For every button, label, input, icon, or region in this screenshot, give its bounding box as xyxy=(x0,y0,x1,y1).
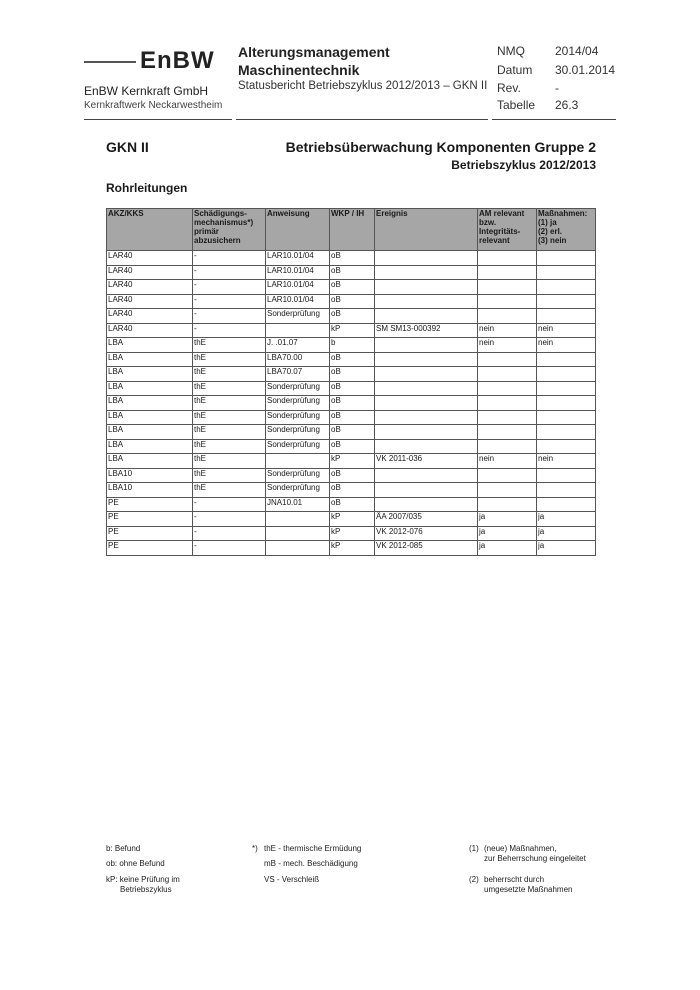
header-rule-middle xyxy=(236,119,488,120)
table-row xyxy=(107,381,596,396)
legend-measure-1: (neue) Maßnahmen, xyxy=(484,844,557,853)
cell-mechanism: - xyxy=(193,309,266,324)
cell-akz: LAR40 xyxy=(107,280,193,295)
cell-am-relevant xyxy=(478,294,537,309)
cell-instruction xyxy=(266,541,330,556)
cell-instruction: Sonderprüfung xyxy=(266,425,330,440)
cell-am-relevant xyxy=(478,425,537,440)
cell-event xyxy=(375,381,478,396)
cell-akz: LAR40 xyxy=(107,309,193,324)
cell-wkp: oB xyxy=(330,483,375,498)
cell-am-relevant xyxy=(478,265,537,280)
cell-measures xyxy=(537,265,596,280)
cell-am-relevant xyxy=(478,396,537,411)
cell-event xyxy=(375,410,478,425)
table-row xyxy=(107,280,596,295)
cell-am-relevant: ja xyxy=(478,512,537,527)
cell-akz: PE xyxy=(107,541,193,556)
cell-event: ÄA 2007/035 xyxy=(375,512,478,527)
cell-measures xyxy=(537,367,596,382)
cell-measures xyxy=(537,410,596,425)
col-header-mechanism: Schädigungs- mechanismus*) primär abzusichern xyxy=(193,209,266,251)
cell-measures: nein xyxy=(537,323,596,338)
legend-footnote-mark: *) xyxy=(252,844,258,853)
table-row xyxy=(107,410,596,425)
meta-value-rev: - xyxy=(555,81,559,95)
cell-am-relevant: nein xyxy=(478,338,537,353)
cell-akz: LAR40 xyxy=(107,323,193,338)
legend-the: thE - thermische Ermüdung xyxy=(264,844,362,853)
cell-measures: ja xyxy=(537,512,596,527)
cell-wkp: oB xyxy=(330,497,375,512)
cell-wkp: oB xyxy=(330,352,375,367)
cell-instruction: Sonderprüfung xyxy=(266,381,330,396)
cell-am-relevant xyxy=(478,367,537,382)
cell-wkp: kP xyxy=(330,454,375,469)
header-rule-left xyxy=(84,119,232,120)
cell-event xyxy=(375,468,478,483)
cell-mechanism: thE xyxy=(193,381,266,396)
cell-event xyxy=(375,497,478,512)
cell-instruction: JNA10.01 xyxy=(266,497,330,512)
table-row xyxy=(107,497,596,512)
cell-event xyxy=(375,425,478,440)
cell-akz: LBA xyxy=(107,425,193,440)
cell-am-relevant: nein xyxy=(478,323,537,338)
cell-measures xyxy=(537,497,596,512)
cell-mechanism: - xyxy=(193,541,266,556)
legend-mb: mB - mech. Beschädigung xyxy=(264,859,358,868)
cell-mechanism: thE xyxy=(193,483,266,498)
meta-label-rev: Rev. xyxy=(497,81,521,95)
cell-event xyxy=(375,309,478,324)
cell-event xyxy=(375,367,478,382)
cell-mechanism: thE xyxy=(193,338,266,353)
cell-wkp: oB xyxy=(330,439,375,454)
cell-wkp: b xyxy=(330,338,375,353)
meta-label-datum: Datum xyxy=(497,63,533,77)
meta-label-nmq: NMQ xyxy=(497,44,525,58)
component-table xyxy=(106,208,596,556)
cell-event xyxy=(375,280,478,295)
cell-akz: PE xyxy=(107,512,193,527)
doc-title-line2: Maschinentechnik xyxy=(238,62,360,78)
cell-wkp: oB xyxy=(330,468,375,483)
table-row xyxy=(107,454,596,469)
legend-measure-2-cont: umgesetzte Maßnahmen xyxy=(484,885,573,894)
cell-measures xyxy=(537,425,596,440)
cell-measures xyxy=(537,381,596,396)
cell-akz: PE xyxy=(107,497,193,512)
cell-akz: LBA10 xyxy=(107,483,193,498)
cell-wkp: kP xyxy=(330,323,375,338)
cell-wkp: oB xyxy=(330,396,375,411)
cell-measures: nein xyxy=(537,454,596,469)
table-row xyxy=(107,396,596,411)
cell-instruction: LAR10.01/04 xyxy=(266,280,330,295)
cell-akz: LAR40 xyxy=(107,294,193,309)
cell-event: VK 2012-076 xyxy=(375,526,478,541)
cell-measures xyxy=(537,294,596,309)
cell-instruction: LBA70.00 xyxy=(266,352,330,367)
cell-wkp: oB xyxy=(330,280,375,295)
cell-mechanism: thE xyxy=(193,367,266,382)
cell-event xyxy=(375,439,478,454)
col-header-wkp: WKP / IH xyxy=(330,209,375,251)
meta-value-datum: 30.01.2014 xyxy=(555,63,616,77)
doc-title-line1: Alterungsmanagement xyxy=(238,44,390,60)
cell-measures xyxy=(537,309,596,324)
cell-akz: LBA xyxy=(107,367,193,382)
section-subtitle: Rohrleitungen xyxy=(106,181,188,195)
cell-am-relevant xyxy=(478,410,537,425)
header-rule-right xyxy=(492,119,616,120)
cell-measures: ja xyxy=(537,526,596,541)
meta-value-tabelle: 26.3 xyxy=(555,98,579,112)
cell-am-relevant xyxy=(478,468,537,483)
cell-mechanism: - xyxy=(193,526,266,541)
cell-mechanism: thE xyxy=(193,352,266,367)
cell-akz: LBA xyxy=(107,381,193,396)
cell-mechanism: thE xyxy=(193,410,266,425)
cell-akz: LAR40 xyxy=(107,251,193,266)
cell-am-relevant xyxy=(478,352,537,367)
col-header-measures: Maßnahmen: (1) ja (2) erl. (3) nein xyxy=(537,209,596,251)
section-cycle: Betriebszyklus 2012/2013 xyxy=(451,158,596,172)
cell-event: VK 2012-085 xyxy=(375,541,478,556)
legend-b: b: Befund xyxy=(106,844,141,853)
table-row xyxy=(107,541,596,556)
cell-am-relevant: ja xyxy=(478,541,537,556)
cell-akz: LBA xyxy=(107,352,193,367)
cell-instruction: J. .01.07 xyxy=(266,338,330,353)
table-row xyxy=(107,338,596,353)
cell-instruction xyxy=(266,454,330,469)
cell-am-relevant xyxy=(478,439,537,454)
cell-event xyxy=(375,396,478,411)
cell-instruction: LAR10.01/04 xyxy=(266,251,330,266)
cell-measures xyxy=(537,439,596,454)
col-header-akz: AKZ/KKS xyxy=(107,209,193,251)
company-name: EnBW Kernkraft GmbH xyxy=(84,84,209,98)
cell-akz: PE xyxy=(107,526,193,541)
table-row xyxy=(107,468,596,483)
meta-value-nmq: 2014/04 xyxy=(555,44,599,58)
cell-instruction xyxy=(266,512,330,527)
cell-am-relevant xyxy=(478,381,537,396)
cell-wkp: kP xyxy=(330,541,375,556)
meta-label-tabelle: Tabelle xyxy=(497,98,536,112)
cell-wkp: oB xyxy=(330,381,375,396)
cell-mechanism: thE xyxy=(193,439,266,454)
cell-measures xyxy=(537,280,596,295)
legend-kp: kP: keine Prüfung im xyxy=(106,875,180,884)
col-header-am-relevant: AM relevant bzw. Integritäts- relevant xyxy=(478,209,537,251)
cell-am-relevant xyxy=(478,497,537,512)
cell-instruction: LAR10.01/04 xyxy=(266,294,330,309)
legend-num-2: (2) xyxy=(469,875,479,884)
cell-wkp: oB xyxy=(330,294,375,309)
cell-event xyxy=(375,265,478,280)
cell-mechanism: - xyxy=(193,512,266,527)
cell-instruction: Sonderprüfung xyxy=(266,483,330,498)
legend-vs: VS - Verschleiß xyxy=(264,875,320,884)
cell-am-relevant xyxy=(478,251,537,266)
cell-instruction xyxy=(266,323,330,338)
cell-mechanism: thE xyxy=(193,396,266,411)
cell-event xyxy=(375,483,478,498)
cell-mechanism: thE xyxy=(193,425,266,440)
cell-wkp: kP xyxy=(330,512,375,527)
cell-mechanism: - xyxy=(193,251,266,266)
plant-label: GKN II xyxy=(106,139,149,155)
table-row xyxy=(107,294,596,309)
col-header-event: Ereignis xyxy=(375,209,478,251)
cell-am-relevant xyxy=(478,309,537,324)
table-row xyxy=(107,483,596,498)
cell-akz: LBA xyxy=(107,396,193,411)
cell-measures xyxy=(537,483,596,498)
cell-measures xyxy=(537,352,596,367)
cell-mechanism: - xyxy=(193,323,266,338)
cell-mechanism: thE xyxy=(193,454,266,469)
doc-subtitle: Statusbericht Betriebszyklus 2012/2013 – GKN II xyxy=(238,80,488,92)
table-row xyxy=(107,367,596,382)
cell-mechanism: - xyxy=(193,497,266,512)
logo-line xyxy=(84,61,136,63)
cell-event: VK 2011-036 xyxy=(375,454,478,469)
legend-num-1: (1) xyxy=(469,844,479,853)
cell-measures: nein xyxy=(537,338,596,353)
cell-wkp: kP xyxy=(330,526,375,541)
table-row xyxy=(107,265,596,280)
table-row xyxy=(107,425,596,440)
company-logo: EnBW xyxy=(140,47,215,74)
cell-am-relevant: ja xyxy=(478,526,537,541)
table-row xyxy=(107,512,596,527)
col-header-instruction: Anweisung xyxy=(266,209,330,251)
cell-event xyxy=(375,352,478,367)
cell-akz: LBA10 xyxy=(107,468,193,483)
cell-am-relevant: nein xyxy=(478,454,537,469)
cell-event xyxy=(375,251,478,266)
cell-measures xyxy=(537,251,596,266)
section-title: Betriebsüberwachung Komponenten Gruppe 2 xyxy=(285,139,596,155)
cell-wkp: oB xyxy=(330,265,375,280)
cell-akz: LBA xyxy=(107,338,193,353)
cell-wkp: oB xyxy=(330,425,375,440)
cell-instruction: Sonderprüfung xyxy=(266,410,330,425)
legend-measure-2: beherrscht durch xyxy=(484,875,545,884)
cell-mechanism: - xyxy=(193,280,266,295)
table-row xyxy=(107,352,596,367)
cell-event xyxy=(375,338,478,353)
cell-akz: LAR40 xyxy=(107,265,193,280)
cell-wkp: oB xyxy=(330,309,375,324)
cell-instruction: Sonderprüfung xyxy=(266,468,330,483)
cell-mechanism: thE xyxy=(193,468,266,483)
table-row xyxy=(107,439,596,454)
cell-measures: ja xyxy=(537,541,596,556)
cell-measures xyxy=(537,468,596,483)
table-row xyxy=(107,309,596,324)
cell-event: SM SM13-000392 xyxy=(375,323,478,338)
cell-mechanism: - xyxy=(193,294,266,309)
table-header-row xyxy=(107,209,596,251)
cell-am-relevant xyxy=(478,280,537,295)
table-row xyxy=(107,323,596,338)
cell-am-relevant xyxy=(478,483,537,498)
cell-instruction: LAR10.01/04 xyxy=(266,265,330,280)
table-row xyxy=(107,251,596,266)
legend-ob: ob: ohne Befund xyxy=(106,859,165,868)
cell-instruction xyxy=(266,526,330,541)
site-name: Kernkraftwerk Neckarwestheim xyxy=(84,100,223,111)
cell-akz: LBA xyxy=(107,439,193,454)
legend-kp-cont: Betriebszyklus xyxy=(120,885,172,894)
cell-wkp: oB xyxy=(330,410,375,425)
cell-instruction: LBA70.07 xyxy=(266,367,330,382)
cell-event xyxy=(375,294,478,309)
cell-akz: LBA xyxy=(107,410,193,425)
table-row xyxy=(107,526,596,541)
cell-wkp: oB xyxy=(330,367,375,382)
cell-akz: LBA xyxy=(107,454,193,469)
cell-instruction: Sonderprüfung xyxy=(266,309,330,324)
cell-measures xyxy=(537,396,596,411)
legend-measure-1-cont: zur Beherrschung eingeleitet xyxy=(484,854,586,863)
cell-instruction: Sonderprüfung xyxy=(266,396,330,411)
cell-mechanism: - xyxy=(193,265,266,280)
cell-wkp: oB xyxy=(330,251,375,266)
cell-instruction: Sonderprüfung xyxy=(266,439,330,454)
